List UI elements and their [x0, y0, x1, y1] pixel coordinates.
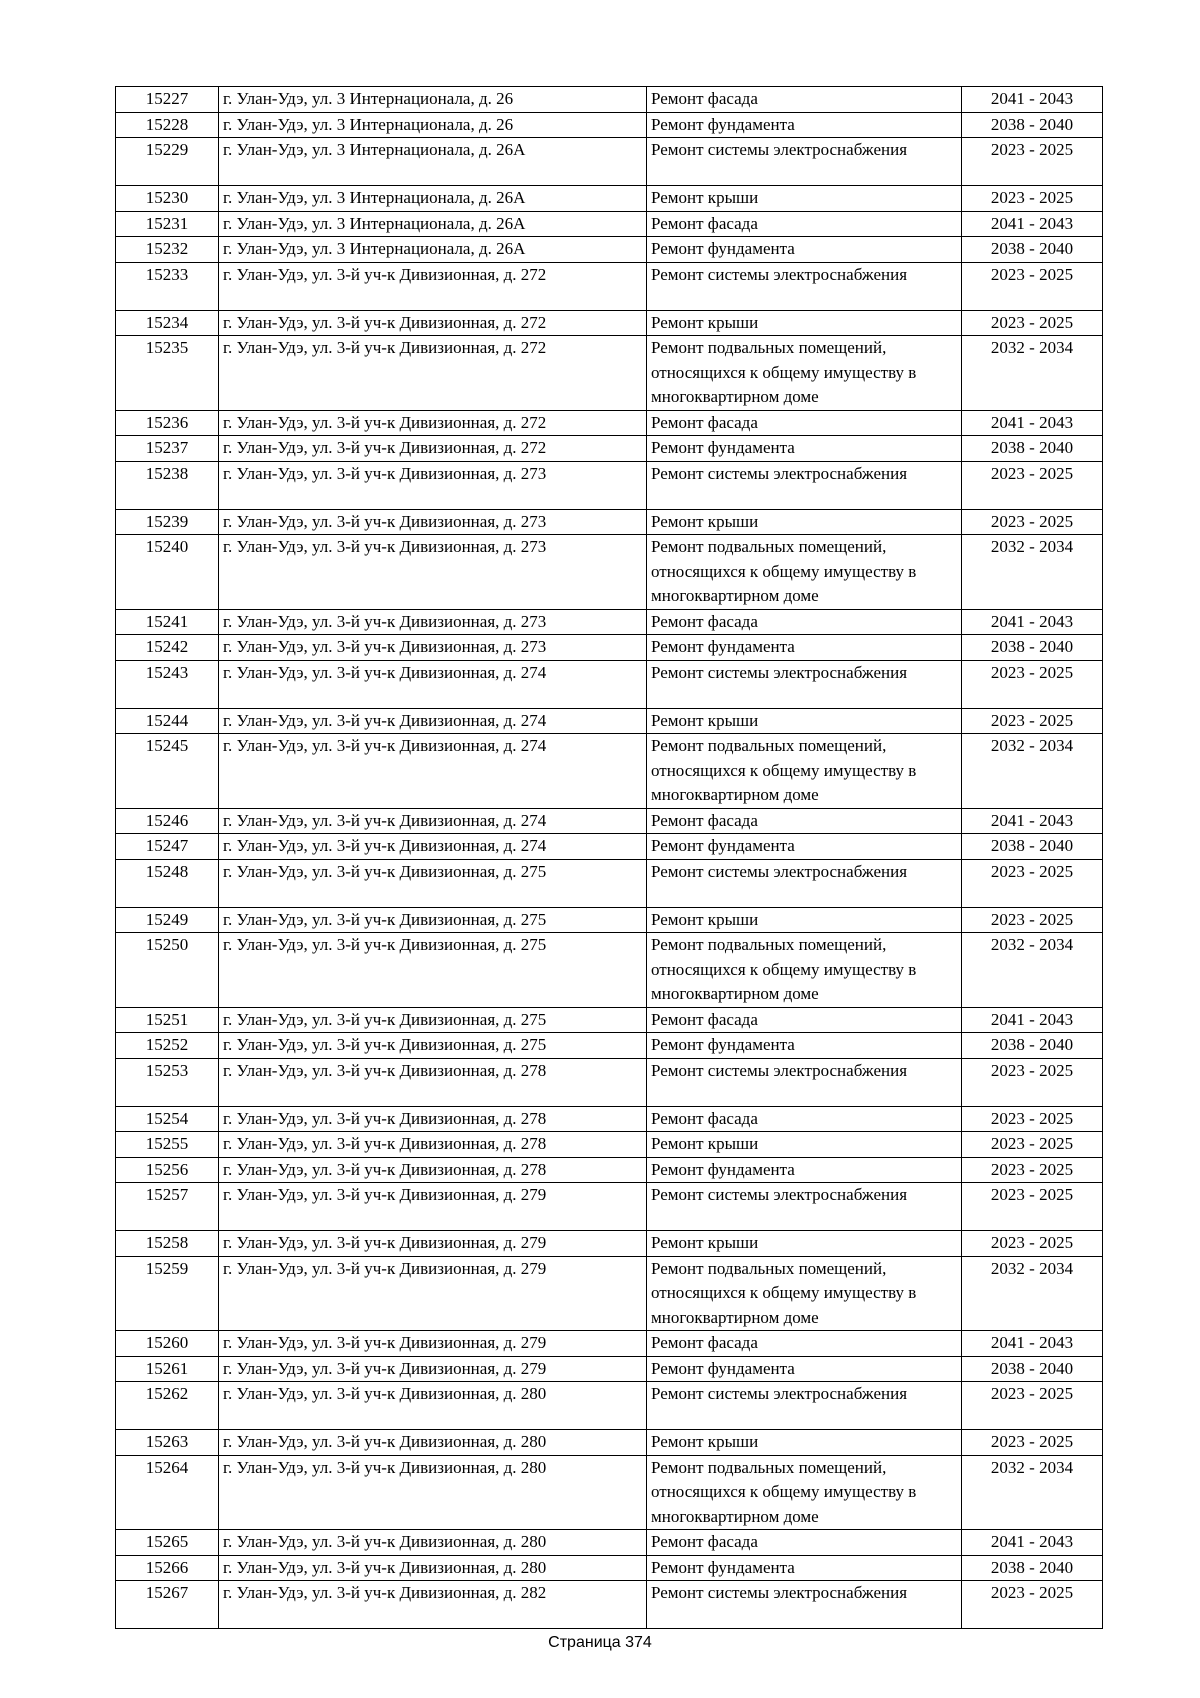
- table-row: [116, 734, 1103, 809]
- work-type-cell: Ремонт крыши: [647, 907, 962, 933]
- row-number-cell: 15261: [116, 1356, 219, 1382]
- table-row: [116, 834, 1103, 860]
- address-cell: г. Улан-Удэ, ул. 3-й уч-к Дивизионная, д. 280: [219, 1455, 647, 1530]
- address-cell: г. Улан-Удэ, ул. 3-й уч-к Дивизионная, д. 272: [219, 410, 647, 436]
- work-type-cell: Ремонт фундамента: [647, 1033, 962, 1059]
- table-row: [116, 1331, 1103, 1357]
- work-type-cell: Ремонт фундамента: [647, 436, 962, 462]
- row-number-cell: 15250: [116, 933, 219, 1008]
- work-type-cell: Ремонт системы электроснабжения: [647, 138, 962, 186]
- work-type-cell: Ремонт фасада: [647, 1530, 962, 1556]
- row-number-cell: 15256: [116, 1157, 219, 1183]
- period-cell: 2023 - 2025: [962, 1132, 1103, 1158]
- work-type-cell: Ремонт фундамента: [647, 834, 962, 860]
- period-cell: 2023 - 2025: [962, 1157, 1103, 1183]
- address-cell: г. Улан-Удэ, ул. 3-й уч-к Дивизионная, д. 282: [219, 1581, 647, 1629]
- table-row: [116, 436, 1103, 462]
- address-cell: г. Улан-Удэ, ул. 3-й уч-к Дивизионная, д. 278: [219, 1132, 647, 1158]
- page-number: Страница 374: [548, 1634, 652, 1651]
- address-cell: г. Улан-Удэ, ул. 3 Интернационала, д. 26: [219, 87, 647, 113]
- address-cell: г. Улан-Удэ, ул. 3-й уч-к Дивизионная, д. 278: [219, 1106, 647, 1132]
- address-cell: г. Улан-Удэ, ул. 3-й уч-к Дивизионная, д. 273: [219, 635, 647, 661]
- work-type-cell: Ремонт крыши: [647, 310, 962, 336]
- period-cell: 2038 - 2040: [962, 1356, 1103, 1382]
- table-row: [116, 211, 1103, 237]
- work-type-cell: Ремонт фасада: [647, 87, 962, 113]
- period-cell: 2023 - 2025: [962, 262, 1103, 310]
- address-cell: г. Улан-Удэ, ул. 3-й уч-к Дивизионная, д. 274: [219, 808, 647, 834]
- row-number-cell: 15265: [116, 1530, 219, 1556]
- period-cell: 2038 - 2040: [962, 635, 1103, 661]
- row-number-cell: 15227: [116, 87, 219, 113]
- row-number-cell: 15237: [116, 436, 219, 462]
- period-cell: 2032 - 2034: [962, 933, 1103, 1008]
- period-cell: 2032 - 2034: [962, 734, 1103, 809]
- work-type-cell: Ремонт фундамента: [647, 1555, 962, 1581]
- period-cell: 2041 - 2043: [962, 1007, 1103, 1033]
- work-type-cell: Ремонт крыши: [647, 1430, 962, 1456]
- period-cell: 2023 - 2025: [962, 907, 1103, 933]
- table-row: [116, 1033, 1103, 1059]
- period-cell: 2023 - 2025: [962, 1581, 1103, 1629]
- work-type-cell: Ремонт системы электроснабжения: [647, 262, 962, 310]
- table-row: [116, 509, 1103, 535]
- address-cell: г. Улан-Удэ, ул. 3-й уч-к Дивизионная, д. 274: [219, 734, 647, 809]
- row-number-cell: 15255: [116, 1132, 219, 1158]
- period-cell: 2023 - 2025: [962, 186, 1103, 212]
- work-type-cell: Ремонт фундамента: [647, 237, 962, 263]
- table-row: [116, 1256, 1103, 1331]
- work-type-cell: Ремонт фасада: [647, 1007, 962, 1033]
- table-row: [116, 87, 1103, 113]
- address-cell: г. Улан-Удэ, ул. 3-й уч-к Дивизионная, д. 280: [219, 1530, 647, 1556]
- period-cell: 2023 - 2025: [962, 509, 1103, 535]
- table-row: [116, 1106, 1103, 1132]
- period-cell: 2038 - 2040: [962, 436, 1103, 462]
- period-cell: 2023 - 2025: [962, 310, 1103, 336]
- address-cell: г. Улан-Удэ, ул. 3 Интернационала, д. 26А: [219, 211, 647, 237]
- row-number-cell: 15252: [116, 1033, 219, 1059]
- row-number-cell: 15259: [116, 1256, 219, 1331]
- row-number-cell: 15248: [116, 859, 219, 907]
- work-type-cell: Ремонт крыши: [647, 1132, 962, 1158]
- work-type-cell: Ремонт фасада: [647, 1106, 962, 1132]
- row-number-cell: 15251: [116, 1007, 219, 1033]
- table-row: [116, 461, 1103, 509]
- table-row: [116, 1555, 1103, 1581]
- row-number-cell: 15258: [116, 1231, 219, 1257]
- period-cell: 2032 - 2034: [962, 336, 1103, 411]
- period-cell: 2041 - 2043: [962, 87, 1103, 113]
- work-type-cell: Ремонт фасада: [647, 410, 962, 436]
- work-type-cell: Ремонт подвальных помещений, относящихся к общему имуществу в многоквартирном доме: [647, 734, 962, 809]
- repair-schedule-table: [115, 86, 1103, 1629]
- address-cell: г. Улан-Удэ, ул. 3-й уч-к Дивизионная, д. 275: [219, 859, 647, 907]
- work-type-cell: Ремонт крыши: [647, 1231, 962, 1257]
- address-cell: г. Улан-Удэ, ул. 3-й уч-к Дивизионная, д. 279: [219, 1183, 647, 1231]
- table-row: [116, 1356, 1103, 1382]
- table-row: [116, 1455, 1103, 1530]
- period-cell: 2038 - 2040: [962, 1033, 1103, 1059]
- period-cell: 2041 - 2043: [962, 410, 1103, 436]
- address-cell: г. Улан-Удэ, ул. 3-й уч-к Дивизионная, д. 273: [219, 535, 647, 610]
- work-type-cell: Ремонт системы электроснабжения: [647, 1058, 962, 1106]
- table-row: [116, 907, 1103, 933]
- row-number-cell: 15264: [116, 1455, 219, 1530]
- address-cell: г. Улан-Удэ, ул. 3-й уч-к Дивизионная, д. 272: [219, 310, 647, 336]
- address-cell: г. Улан-Удэ, ул. 3-й уч-к Дивизионная, д. 278: [219, 1157, 647, 1183]
- period-cell: 2038 - 2040: [962, 834, 1103, 860]
- table-row: [116, 1132, 1103, 1158]
- row-number-cell: 15232: [116, 237, 219, 263]
- row-number-cell: 15234: [116, 310, 219, 336]
- table-row: [116, 410, 1103, 436]
- address-cell: г. Улан-Удэ, ул. 3-й уч-к Дивизионная, д. 278: [219, 1058, 647, 1106]
- table-row: [116, 535, 1103, 610]
- table-row: [116, 660, 1103, 708]
- period-cell: 2023 - 2025: [962, 1382, 1103, 1430]
- table-row: [116, 310, 1103, 336]
- table-row: [116, 336, 1103, 411]
- table-row: [116, 186, 1103, 212]
- table-row: [116, 1430, 1103, 1456]
- address-cell: г. Улан-Удэ, ул. 3-й уч-к Дивизионная, д. 272: [219, 262, 647, 310]
- period-cell: 2032 - 2034: [962, 1256, 1103, 1331]
- table-row: [116, 1382, 1103, 1430]
- work-type-cell: Ремонт фасада: [647, 609, 962, 635]
- period-cell: 2041 - 2043: [962, 609, 1103, 635]
- row-number-cell: 15243: [116, 660, 219, 708]
- work-type-cell: Ремонт системы электроснабжения: [647, 1382, 962, 1430]
- work-type-cell: Ремонт крыши: [647, 708, 962, 734]
- work-type-cell: Ремонт фундамента: [647, 1157, 962, 1183]
- table-row: [116, 1581, 1103, 1629]
- period-cell: 2023 - 2025: [962, 859, 1103, 907]
- work-type-cell: Ремонт системы электроснабжения: [647, 1581, 962, 1629]
- period-cell: 2032 - 2034: [962, 535, 1103, 610]
- address-cell: г. Улан-Удэ, ул. 3-й уч-к Дивизионная, д. 275: [219, 907, 647, 933]
- row-number-cell: 15254: [116, 1106, 219, 1132]
- period-cell: 2041 - 2043: [962, 1530, 1103, 1556]
- period-cell: 2041 - 2043: [962, 808, 1103, 834]
- work-type-cell: Ремонт крыши: [647, 186, 962, 212]
- address-cell: г. Улан-Удэ, ул. 3-й уч-к Дивизионная, д. 273: [219, 509, 647, 535]
- work-type-cell: Ремонт подвальных помещений, относящихся к общему имуществу в многоквартирном доме: [647, 336, 962, 411]
- work-type-cell: Ремонт подвальных помещений, относящихся к общему имуществу в многоквартирном доме: [647, 535, 962, 610]
- period-cell: 2023 - 2025: [962, 138, 1103, 186]
- period-cell: 2041 - 2043: [962, 211, 1103, 237]
- address-cell: г. Улан-Удэ, ул. 3-й уч-к Дивизионная, д. 272: [219, 436, 647, 462]
- row-number-cell: 15235: [116, 336, 219, 411]
- row-number-cell: 15242: [116, 635, 219, 661]
- row-number-cell: 15260: [116, 1331, 219, 1357]
- address-cell: г. Улан-Удэ, ул. 3-й уч-к Дивизионная, д. 280: [219, 1555, 647, 1581]
- address-cell: г. Улан-Удэ, ул. 3-й уч-к Дивизионная, д. 274: [219, 708, 647, 734]
- address-cell: г. Улан-Удэ, ул. 3 Интернационала, д. 26А: [219, 138, 647, 186]
- row-number-cell: 15231: [116, 211, 219, 237]
- address-cell: г. Улан-Удэ, ул. 3-й уч-к Дивизионная, д. 280: [219, 1382, 647, 1430]
- address-cell: г. Улан-Удэ, ул. 3-й уч-к Дивизионная, д. 273: [219, 609, 647, 635]
- row-number-cell: 15245: [116, 734, 219, 809]
- address-cell: г. Улан-Удэ, ул. 3-й уч-к Дивизионная, д. 279: [219, 1356, 647, 1382]
- work-type-cell: Ремонт фасада: [647, 1331, 962, 1357]
- address-cell: г. Улан-Удэ, ул. 3-й уч-к Дивизионная, д. 279: [219, 1331, 647, 1357]
- table-row: [116, 859, 1103, 907]
- row-number-cell: 15236: [116, 410, 219, 436]
- table-row: [116, 1231, 1103, 1257]
- address-cell: г. Улан-Удэ, ул. 3-й уч-к Дивизионная, д. 274: [219, 660, 647, 708]
- row-number-cell: 15266: [116, 1555, 219, 1581]
- work-type-cell: Ремонт системы электроснабжения: [647, 1183, 962, 1231]
- address-cell: г. Улан-Удэ, ул. 3 Интернационала, д. 26А: [219, 186, 647, 212]
- period-cell: 2038 - 2040: [962, 112, 1103, 138]
- table-row: [116, 237, 1103, 263]
- row-number-cell: 15267: [116, 1581, 219, 1629]
- work-type-cell: Ремонт системы электроснабжения: [647, 859, 962, 907]
- work-type-cell: Ремонт фасада: [647, 808, 962, 834]
- period-cell: 2023 - 2025: [962, 1430, 1103, 1456]
- row-number-cell: 15229: [116, 138, 219, 186]
- row-number-cell: 15233: [116, 262, 219, 310]
- period-cell: 2041 - 2043: [962, 1331, 1103, 1357]
- table-row: [116, 808, 1103, 834]
- row-number-cell: 15257: [116, 1183, 219, 1231]
- address-cell: г. Улан-Удэ, ул. 3-й уч-к Дивизионная, д. 273: [219, 461, 647, 509]
- work-type-cell: Ремонт фасада: [647, 211, 962, 237]
- period-cell: 2023 - 2025: [962, 708, 1103, 734]
- table-row: [116, 609, 1103, 635]
- table-row: [116, 1157, 1103, 1183]
- work-type-cell: Ремонт подвальных помещений, относящихся к общему имуществу в многоквартирном доме: [647, 1256, 962, 1331]
- work-type-cell: Ремонт системы электроснабжения: [647, 461, 962, 509]
- row-number-cell: 15240: [116, 535, 219, 610]
- period-cell: 2023 - 2025: [962, 461, 1103, 509]
- row-number-cell: 15247: [116, 834, 219, 860]
- row-number-cell: 15239: [116, 509, 219, 535]
- period-cell: 2023 - 2025: [962, 1106, 1103, 1132]
- address-cell: г. Улан-Удэ, ул. 3-й уч-к Дивизионная, д. 275: [219, 933, 647, 1008]
- period-cell: 2032 - 2034: [962, 1455, 1103, 1530]
- row-number-cell: 15238: [116, 461, 219, 509]
- row-number-cell: 15262: [116, 1382, 219, 1430]
- address-cell: г. Улан-Удэ, ул. 3-й уч-к Дивизионная, д. 279: [219, 1231, 647, 1257]
- row-number-cell: 15244: [116, 708, 219, 734]
- table-row: [116, 635, 1103, 661]
- table-row: [116, 262, 1103, 310]
- row-number-cell: 15228: [116, 112, 219, 138]
- address-cell: г. Улан-Удэ, ул. 3-й уч-к Дивизионная, д. 280: [219, 1430, 647, 1456]
- period-cell: 2038 - 2040: [962, 1555, 1103, 1581]
- row-number-cell: 15230: [116, 186, 219, 212]
- table-row: [116, 708, 1103, 734]
- table-row: [116, 138, 1103, 186]
- address-cell: г. Улан-Удэ, ул. 3 Интернационала, д. 26: [219, 112, 647, 138]
- address-cell: г. Улан-Удэ, ул. 3-й уч-к Дивизионная, д. 279: [219, 1256, 647, 1331]
- row-number-cell: 15249: [116, 907, 219, 933]
- table-row: [116, 1530, 1103, 1556]
- work-type-cell: Ремонт подвальных помещений, относящихся к общему имуществу в многоквартирном доме: [647, 1455, 962, 1530]
- work-type-cell: Ремонт системы электроснабжения: [647, 660, 962, 708]
- work-type-cell: Ремонт фундамента: [647, 635, 962, 661]
- work-type-cell: Ремонт подвальных помещений, относящихся к общему имуществу в многоквартирном доме: [647, 933, 962, 1008]
- table-row: [116, 1007, 1103, 1033]
- row-number-cell: 15246: [116, 808, 219, 834]
- period-cell: 2038 - 2040: [962, 237, 1103, 263]
- work-type-cell: Ремонт фундамента: [647, 112, 962, 138]
- period-cell: 2023 - 2025: [962, 1231, 1103, 1257]
- work-type-cell: Ремонт крыши: [647, 509, 962, 535]
- address-cell: г. Улан-Удэ, ул. 3-й уч-к Дивизионная, д. 272: [219, 336, 647, 411]
- address-cell: г. Улан-Удэ, ул. 3-й уч-к Дивизионная, д. 274: [219, 834, 647, 860]
- work-type-cell: Ремонт фундамента: [647, 1356, 962, 1382]
- row-number-cell: 15263: [116, 1430, 219, 1456]
- address-cell: г. Улан-Удэ, ул. 3 Интернационала, д. 26А: [219, 237, 647, 263]
- period-cell: 2023 - 2025: [962, 660, 1103, 708]
- table-row: [116, 1058, 1103, 1106]
- address-cell: г. Улан-Удэ, ул. 3-й уч-к Дивизионная, д. 275: [219, 1007, 647, 1033]
- table-row: [116, 1183, 1103, 1231]
- address-cell: г. Улан-Удэ, ул. 3-й уч-к Дивизионная, д. 275: [219, 1033, 647, 1059]
- table-row: [116, 112, 1103, 138]
- period-cell: 2023 - 2025: [962, 1058, 1103, 1106]
- table-body: [116, 87, 1103, 1629]
- period-cell: 2023 - 2025: [962, 1183, 1103, 1231]
- row-number-cell: 15241: [116, 609, 219, 635]
- table-row: [116, 933, 1103, 1008]
- row-number-cell: 15253: [116, 1058, 219, 1106]
